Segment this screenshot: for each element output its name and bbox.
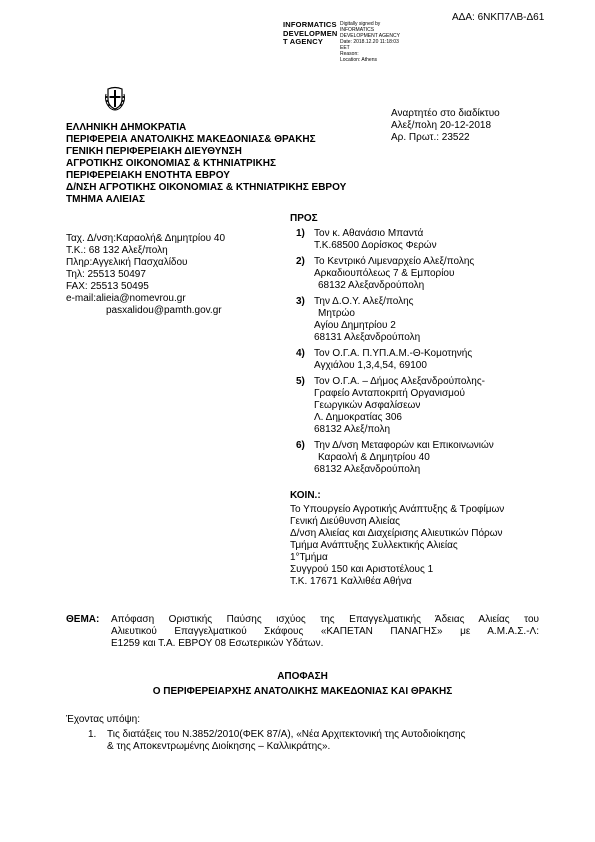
recipient-line: Γραφείο Ανταποκριτή Οργανισμού [314,388,465,399]
recipient-line: Την Δ/νση Μεταφορών και Επικοινωνιών [314,440,494,451]
posting-note: Αναρτητέο στο διαδίκτυο [391,108,500,119]
recipient-item [296,376,566,436]
recipient-line: Λ. Δημοκρατίας 306 [314,412,402,423]
koin-line: 1°Τμήμα [290,552,328,563]
stamp-line: T AGENCY [283,37,324,46]
contact-email-2: pasxalidou@pamth.gov.gr [106,305,222,316]
recipient-number: 4) [296,348,305,359]
subject-line: Απόφαση Οριστικής Παύσης ισχύος της Επαγγελματικής Άδειας Αλιείας του [111,614,539,625]
koin-recipients [290,504,504,588]
recipient-number: 6) [296,440,305,451]
stamp-detail: Reason: [340,51,359,57]
digital-signature-details [340,21,400,63]
contact-fax: FAX: 25513 50495 [66,281,149,292]
recipient-number: 1) [296,228,305,239]
ada-code: ΑΔΑ: 6ΝΚΠ7ΛΒ-Δ61 [452,12,545,23]
contact-postcode: Τ.Κ.: 68 132 Αλεξ/πολη [66,245,168,256]
recipient-item [296,296,566,344]
consideration-text [107,729,465,753]
document-meta [391,108,500,144]
recipients-list [296,228,566,476]
koin-line: Συγγρού 150 και Αριστοτέλους 1 [290,564,434,575]
koin-line: Γενική Διεύθυνση Αλιείας [290,516,400,527]
subject-line: Ε1259 και Τ.Α. ΕΒΡΟΥ 08 Εσωτερικών Υδάτων. [111,638,324,649]
subject-text [111,614,539,650]
header-line: Δ/ΝΣΗ ΑΓΡΟΤΙΚΗΣ ΟΙΚΟΝΟΜΙΑΣ & ΚΤΗΝΙΑΤΡΙΚΗΣ ΕΒΡΟΥ [66,182,347,193]
recipient-line: Τ.Κ.68500 Δορίσκος Φερών [314,240,437,251]
considering-label: Έχοντας υπόψη: [66,714,140,725]
recipient-line: Τον Ο.Γ.Α. – Δήμος Αλεξανδρούπολης- [314,376,485,387]
recipient-line: Αγχιάλου 1,3,4,54, 69100 [314,360,427,371]
recipient-line: Την Δ.Ο.Υ. Αλεξ/πολης [314,296,414,307]
recipient-line: Αρκαδιουπόλεως 7 & Εμπορίου [314,268,455,279]
stamp-detail: Digitally signed by [340,21,381,27]
consideration-number: 1. [88,729,97,740]
stamp-detail: EET [340,45,350,51]
stamp-detail: INFORMATICS [340,27,375,33]
recipient-line: Τον κ. Αθανάσιο Μπαντά [314,228,424,239]
recipient-line: Το Κεντρικό Λιμεναρχείο Αλεξ/πολης [314,256,475,267]
stamp-detail: Date: 2018.12.20 11:18:03 [340,39,399,45]
issuer-header [66,122,346,206]
koin-line: Το Υπουργείο Αγροτικής Ανάπτυξης & Τροφίμων [290,504,505,515]
recipient-number: 3) [296,296,305,307]
consideration-line: & της Αποκεντρωμένης Διοίκησης – Καλλικράτης». [107,741,331,752]
consideration-line: Τις διατάξεις του Ν.3852/2010(ΦΕΚ 87/Α), «Νέα Αρχιτεκτονική της Αυτοδιοίκησης [107,729,466,740]
recipient-item [296,256,566,292]
koin-line: Τ.Κ. 17671 Καλλιθέα Αθήνα [290,576,412,587]
subject-line: Αλιευτικού Επαγγελματικού Σκάφους «ΚΑΠΕΤΑΝ ΠΑΝΑΓΗΣ» με Α.Μ.Α.Σ.-Λ: [111,626,539,637]
digital-signature-stamp [283,21,338,47]
recipient-number: 2) [296,256,305,267]
koin-label: ΚΟΙΝ.: [290,490,321,501]
header-line: ΤΜΗΜΑ ΑΛΙΕΙΑΣ [66,194,145,205]
recipient-item [296,440,566,476]
decision-authority: Ο ΠΕΡΙΦΕΡΕΙΑΡΧΗΣ ΑΝΑΤΟΛΙΚΗΣ ΜΑΚΕΔΟΝΙΑΣ ΚΑΙ ΘΡΑΚΗΣ [152,686,453,697]
recipient-item [296,228,566,252]
contact-details [66,233,225,317]
recipient-line: Καραολή & Δημητρίου 40 [318,452,430,463]
koin-line: Τμήμα Ανάπτυξης Συλλεκτικής Αλιείας [290,540,458,551]
protocol-number: Αρ. Πρωτ.: 23522 [391,132,470,143]
decision-title: ΑΠΟΦΑΣΗ [277,671,328,682]
recipient-item [296,348,566,372]
recipient-line: 68132 Αλεξ/πολη [314,424,391,435]
stamp-line: DEVELOPMEN [283,28,338,38]
recipient-line: Αγίου Δημητρίου 2 [314,320,396,331]
recipient-line: 68132 Αλεξανδρούπολη [314,464,421,475]
recipient-line: Γεωργικών Ασφαλίσεων [314,400,421,411]
coat-of-arms-icon [104,86,126,112]
recipient-line: 68132 Αλεξανδρούπολη [318,280,425,291]
subject-label: ΘΕΜΑ: [66,614,100,625]
pros-label: ΠΡΟΣ [290,213,318,224]
header-line: ΑΓΡΟΤΙΚΗΣ ΟΙΚΟΝΟΜΙΑΣ & ΚΤΗΝΙΑΤΡΙΚΗΣ [66,158,276,169]
koin-line: Δ/νση Αλιείας και Διαχείρισης Αλιευτικών Πόρων [290,528,503,539]
stamp-line: INFORMATICS [283,20,337,29]
header-line: ΠΕΡΙΦΕΡΕΙΑ ΑΝΑΤΟΛΙΚΗΣ ΜΑΚΕΔΟΝΙΑΣ& ΘΡΑΚΗΣ [66,134,316,145]
place-date: Αλεξ/πολη 20-12-2018 [391,120,492,131]
header-line: ΕΛΛΗΝΙΚΗ ΔΗΜΟΚΡΑΤΙΑ [66,122,187,133]
recipient-line: Μητρώο [318,308,355,319]
header-line: ΠΕΡΙΦΕΡΕΙΑΚΗ ΕΝΟΤΗΤΑ ΕΒΡΟΥ [66,170,230,181]
stamp-detail: DEVELOPMENT AGENCY [340,33,400,39]
contact-email: e-mail:alieia@nomevrou.gr [66,293,186,304]
recipient-line: 68131 Αλεξανδρούπολη [314,332,421,343]
header-line: ΓΕΝΙΚΗ ΠΕΡΙΦΕΡΕΙΑΚΗ ΔΙΕΥΘΥΝΣΗ [66,146,242,157]
recipient-number: 5) [296,376,305,387]
recipient-line: Τον Ο.Γ.Α. Π.ΥΠ.Α.Μ.-Θ-Κομοτηνής [314,348,473,359]
stamp-detail: Location: Athens [340,57,377,63]
contact-address: Ταχ. Δ/νση:Καραολή& Δημητρίου 40 [66,233,225,244]
contact-phone: Τηλ: 25513 50497 [66,269,146,280]
contact-person: Πληρ:Αγγελική Πασχαλίδου [66,257,188,268]
